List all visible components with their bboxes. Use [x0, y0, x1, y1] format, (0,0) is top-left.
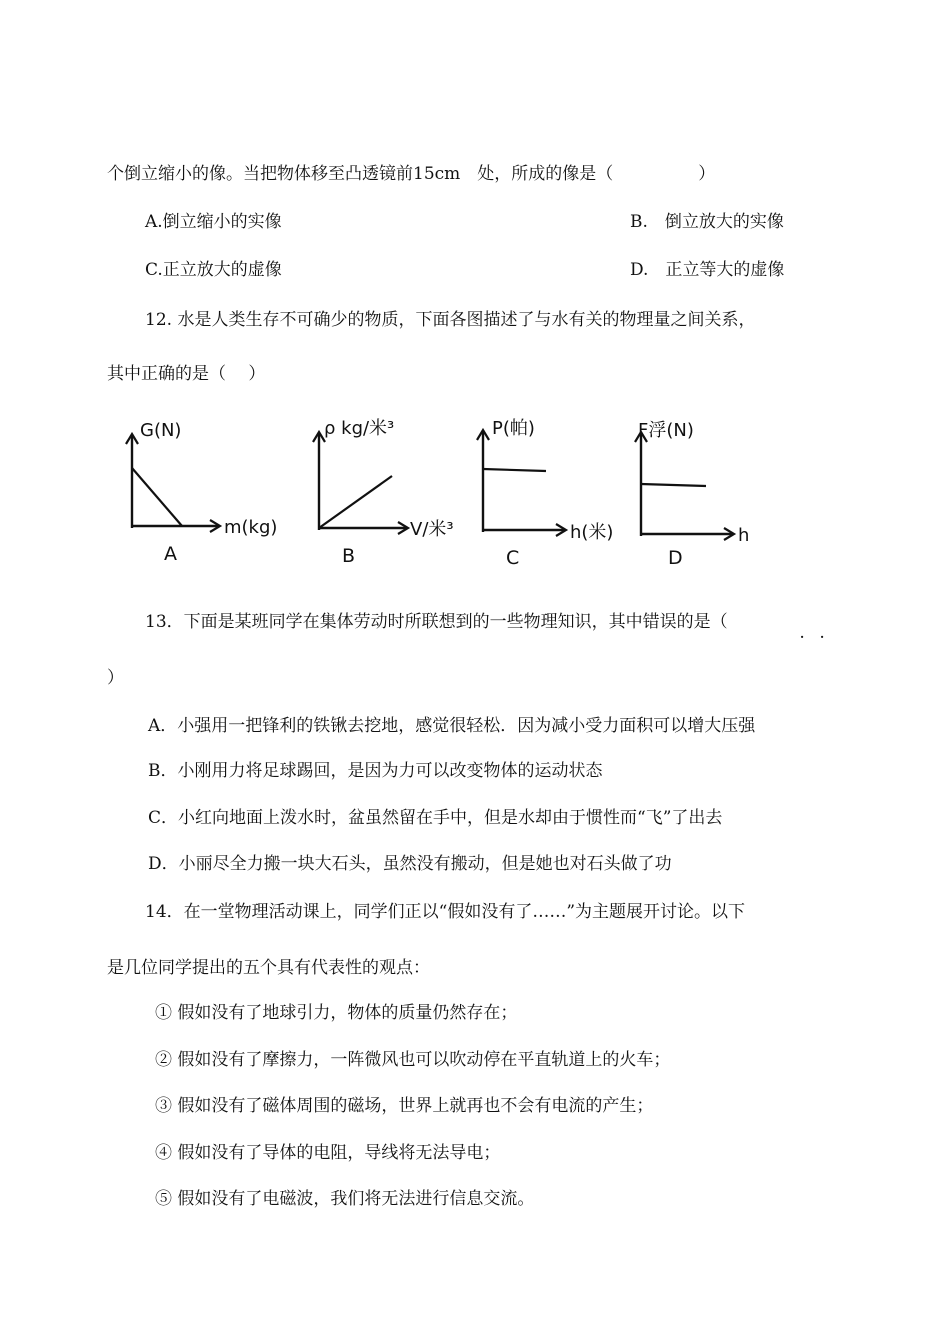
graph-d: [632, 410, 802, 570]
graph-c-data-line: [483, 469, 546, 471]
q14-point-2: ② 假如没有了摩擦力，一阵微风也可以吹动停在平直轨道上的火车；: [155, 1050, 671, 1070]
q14-stem-line2: 是几位同学提出的五个具有代表性的观点：: [107, 958, 430, 978]
graph-b-xlabel: V/米³: [410, 519, 454, 540]
q11-option-d: D. 正立等大的虚像: [630, 260, 785, 280]
graph-c-letter: C: [506, 547, 520, 569]
graph-d-letter: D: [668, 547, 683, 569]
q11-stem-tail: 个倒立缩小的像。当把物体移至凸透镜前15cm 处，所成的像是（ ）: [107, 164, 716, 184]
q13-option-a: A．小强用一把锋利的铁锹去挖地，感觉很轻松．因为减小受力面积可以增大压强: [148, 716, 756, 736]
emphasis-dot-2: ·: [820, 630, 825, 644]
graph-c-ylabel: P(帕): [492, 418, 535, 439]
q14-point-4: ④ 假如没有了导体的电阻，导线将无法导电；: [155, 1143, 501, 1163]
q13-option-c: C．小红向地面上泼水时，盆虽然留在手中，但是水却由于惯性而“飞”了出去: [148, 808, 723, 828]
graph-c: [472, 410, 642, 570]
graph-a-ylabel: G(N): [140, 420, 182, 441]
q11-option-a: A.倒立缩小的实像: [145, 212, 282, 232]
graph-a: [118, 410, 288, 570]
graph-b-letter: B: [342, 545, 356, 567]
q12-stem-line2: 其中正确的是（ ）: [107, 364, 266, 384]
graph-d-svg: [632, 410, 802, 570]
graph-b-svg: [306, 410, 476, 570]
q14-point-5: ⑤ 假如没有了电磁波，我们将无法进行信息交流。: [155, 1189, 535, 1209]
q11-option-c: C.正立放大的虚像: [145, 260, 282, 280]
graph-d-xlabel: h: [738, 525, 750, 546]
graph-a-xlabel: m(kg): [224, 517, 278, 538]
graph-a-letter: A: [164, 543, 177, 565]
graph-b: [306, 410, 476, 570]
graph-c-xlabel: h(米): [570, 522, 614, 543]
graph-b-ylabel: ρ kg/米³: [324, 418, 395, 439]
q13-option-d: D．小丽尽全力搬一块大石头，虽然没有搬动，但是她也对石头做了功: [148, 854, 672, 874]
q14-point-1: ① 假如没有了地球引力，物体的质量仍然存在；: [155, 1003, 518, 1023]
q12-stem-line1: 12. 水是人类生存不可确少的物质，下面各图描述了与水有关的物理量之间关系，: [145, 310, 756, 330]
graph-a-svg: [118, 410, 288, 570]
graph-c-svg: [472, 410, 642, 570]
graph-a-data-line: [132, 468, 182, 526]
q13-stem-line1: 13．下面是某班同学在集体劳动时所联想到的一些物理知识，其中错误的是（: [145, 612, 728, 632]
emphasis-dots: [800, 630, 840, 644]
graph-b-data-line: [319, 476, 392, 528]
q11-option-b: B. 倒立放大的实像: [630, 212, 784, 232]
q13-option-b: B．小刚用力将足球踢回，是因为力可以改变物体的运动状态: [148, 761, 603, 781]
emphasis-dot-1: ·: [800, 630, 805, 644]
q14-point-3: ③ 假如没有了磁体周围的磁场，世界上就再也不会有电流的产生；: [155, 1096, 654, 1116]
q14-stem-line1: 14．在一堂物理活动课上，同学们正以“假如没有了……”为主题展开讨论。以下: [145, 902, 746, 922]
graph-d-ylabel: F浮(N): [638, 420, 694, 441]
graph-d-data-line: [641, 484, 706, 486]
q13-stem-line2: ）: [107, 668, 124, 688]
